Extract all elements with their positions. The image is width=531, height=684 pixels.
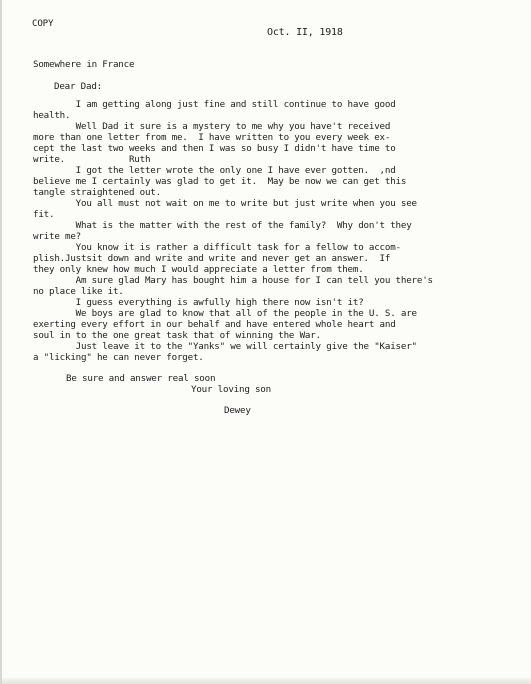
letter-body-line: they only knew how much I would appreciate a letter from them. xyxy=(33,264,364,275)
letter-body-line: plish.Justsit down and write and write and never get an answer. If xyxy=(33,253,391,264)
letter-body-line: a "licking" he can never forget. xyxy=(33,352,204,363)
letter-body-line: You know it is rather a difficult task for a fellow to accom- xyxy=(33,242,401,253)
letter-body-line: We boys are glad to know that all of the people in the U. S. are xyxy=(33,308,417,319)
letter-signoff: Your loving son xyxy=(191,384,271,395)
letter-body-line: I got the letter wrote the only one I have ever gotten. ,nd xyxy=(33,165,396,176)
letter-body-line: write me? xyxy=(33,231,81,242)
letter-body-line: cept the last two weeks and then I was so busy I didn't have time to xyxy=(33,143,396,154)
letter-body-line: believe me I certainly was glad to get it. May be now we can get this xyxy=(33,176,407,187)
letter-body-line: health. xyxy=(33,110,71,121)
letter-body-line: I guess everything is awfully high there now isn't it? xyxy=(33,297,364,308)
letter-body-line: What is the matter with the rest of the family? Why don't they xyxy=(33,220,412,231)
letter-body-line: soul in to the one great task that of winning the War. xyxy=(33,330,321,341)
letter-body-line: Just leave it to the "Yanks" we will certainly give the "Kaiser" xyxy=(33,341,417,352)
letter-body-line: write. Ruth xyxy=(33,154,151,165)
copy-label: COPY xyxy=(32,18,54,29)
letter-closing: Be sure and answer real soon xyxy=(66,373,216,384)
letter-body-line: more than one letter from me. I have written to you every week ex- xyxy=(33,132,391,143)
letter-body-line: tangle straightened out. xyxy=(33,187,161,198)
letter-signature: Dewey xyxy=(224,405,251,416)
letter-body-line: I am getting along just fine and still continue to have good xyxy=(33,99,396,110)
letter-location: Somewhere in France xyxy=(33,59,135,70)
letter-body xyxy=(33,99,433,363)
letter-date: Oct. II, 1918 xyxy=(267,27,343,38)
letter-body-line: no place like it. xyxy=(33,286,124,297)
page-bottom-edge xyxy=(2,678,531,684)
letter-body-line: Am sure glad Mary has bought him a house for I can tell you there's xyxy=(33,275,433,286)
letter-body-line: Well Dad it sure is a mystery to me why you have't received xyxy=(33,121,391,132)
letter-body-line: You all must not wait on me to write but just write when you see xyxy=(33,198,417,209)
letter-body-line: exerting every effort in our behalf and have entered whole heart and xyxy=(33,319,396,330)
letter-greeting: Dear Dad: xyxy=(54,81,102,92)
letter-body-line: fit. xyxy=(33,209,55,220)
